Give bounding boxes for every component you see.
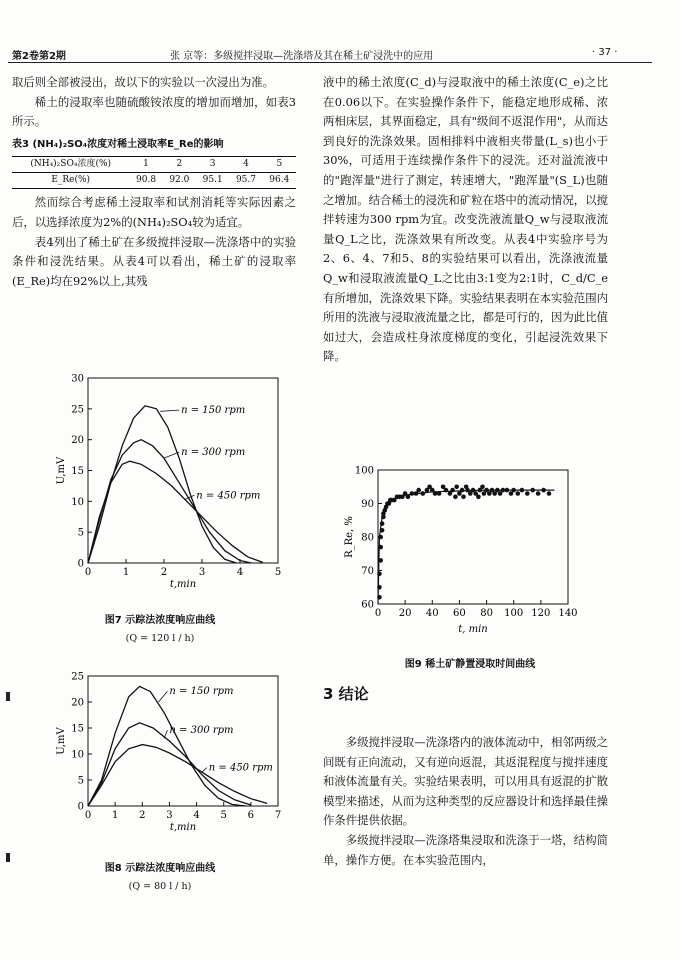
- data-point: [511, 488, 516, 493]
- data-point: [541, 488, 546, 493]
- data-point: [406, 495, 411, 500]
- series-curve-2: [88, 440, 251, 563]
- table3-cell: 1: [129, 157, 162, 173]
- y-tick-label: 10: [71, 749, 84, 761]
- series-leader-line: [164, 730, 167, 738]
- table3-cell: 3: [196, 157, 229, 173]
- data-point: [516, 491, 521, 496]
- data-point: [437, 491, 442, 496]
- left-column: [12, 73, 296, 291]
- data-point: [380, 521, 385, 526]
- x-tick-label: 2: [160, 567, 168, 578]
- data-point: [547, 491, 552, 496]
- x-tick-label: 3: [166, 810, 173, 821]
- data-point: [380, 528, 385, 533]
- data-point: [520, 488, 525, 493]
- data-point: [377, 585, 382, 590]
- y-axis-label: U,mV: [56, 727, 67, 755]
- y-tick-label: 0: [77, 801, 84, 813]
- table3-cell: 2: [163, 157, 196, 173]
- x-tick-label: 1: [111, 810, 119, 821]
- x-tick-label: 2: [139, 810, 146, 821]
- data-point: [378, 545, 383, 550]
- x-tick-label: 5: [274, 567, 282, 578]
- series-label: n = 450 rpm: [196, 490, 261, 502]
- x-tick-label: 20: [398, 608, 412, 619]
- series-leader-line: [159, 691, 168, 702]
- y-tick-label: 30: [71, 373, 84, 385]
- running-title: 张 京等：多级搅拌浸取—洗涤塔及其在稀土矿浸洗中的应用: [170, 51, 434, 62]
- table3: [12, 156, 296, 189]
- series-curve-1: [88, 686, 245, 806]
- series-label: n = 300 rpm: [181, 447, 246, 459]
- x-tick-label: 1: [122, 567, 130, 578]
- left-paragraph-1: 取后则全部被浸出，故以下的实验以一次浸出为准。: [12, 75, 274, 89]
- data-point: [410, 491, 415, 496]
- y-tick-label: 10: [71, 496, 84, 508]
- x-tick-label: 4: [236, 567, 244, 578]
- y-tick-label: 20: [71, 435, 84, 447]
- x-tick-label: 6: [247, 810, 255, 821]
- left-paragraph-4: 表4列出了稀土矿在多级搅拌浸取—洗涤塔中的实验条件和浸洗结果。从表4可以看出，稀土矿的浸取率(E_Re)均在92%以上,其残: [12, 234, 296, 288]
- x-tick-label: 0: [84, 567, 92, 578]
- table3-cell: 92.0: [163, 173, 196, 189]
- y-tick-label: 15: [71, 723, 84, 735]
- right-paragraph-1: 液中的稀土浓度(C_d)与浸取液中的稀土浓度(C_e)之比在0.06以下。在实验操作条件下，能稳定地形成稀、浓两相床层，其界面稳定，具有"级间不返混作用"，从而达到良好的洗涤效果。固相排料中液相夹带量(L_s)也小于30%，可适用于连续操作条件下的浸洗。还对溢流液中的"跑浑量"进行了测定，转速增大，"跑浑量"(S_L)也随之增加。结合稀土的浸洗和矿粒在塔中的流动情况，以搅拌转速为300 rpm为宜。改变洗液流量Q_w与浸取液流量Q_L之比，洗涤效果有所改变。从表4中实验序号为2、6、4、7和5、8的实验结果可以看出，洗涤液流量Q_w和浸取液流量Q_L之比由3:1变为2:1时，C_d/C_e有所增加，洗涤效果下降。实验结果表明在本实验范围内所用的洗液与浸取液流量之比，都是可行的，因为此比值如过大，会造成柱身浓度梯度的变化，引起浸洗效果下降。: [323, 75, 608, 364]
- x-tick-label: 120: [531, 608, 551, 619]
- y-tick-label: 25: [71, 404, 84, 416]
- conclusion-paragraph-2: 多级搅拌浸取—洗涤塔集浸取和洗涤于一塔，结构简单，操作方便。在本实验范围内，: [323, 832, 608, 867]
- x-tick-label: 140: [558, 608, 578, 619]
- y-tick-label: 0: [77, 558, 84, 570]
- x-tick-label: 40: [425, 608, 439, 619]
- data-point: [377, 595, 382, 600]
- data-point: [378, 535, 383, 540]
- figure-9-caption: 图9 稀土矿静置浸取时间曲线: [404, 659, 536, 670]
- x-tick-label: 4: [193, 810, 200, 821]
- data-point: [416, 488, 421, 493]
- series-label: n = 150 rpm: [169, 686, 234, 698]
- data-point: [460, 488, 465, 493]
- data-point: [421, 491, 426, 496]
- y-tick-label: 5: [77, 527, 84, 539]
- table3-cell: 95.7: [229, 173, 262, 189]
- series-label: n = 300 rpm: [169, 725, 234, 737]
- table3-cell: 4: [229, 157, 262, 173]
- x-tick-label: 0: [374, 608, 382, 619]
- data-point: [461, 495, 466, 500]
- y-tick-label: 25: [71, 671, 84, 683]
- header-rule: [8, 62, 652, 63]
- series-curve-3: [88, 745, 267, 806]
- x-tick-label: 7: [274, 810, 282, 821]
- table3-cell: 95.1: [196, 173, 229, 189]
- figure-8-subcaption: (Q = 80 l / h): [128, 881, 192, 892]
- y-axis-label: R_Re, %: [344, 516, 355, 558]
- y-tick-label: 70: [361, 566, 374, 577]
- right-column: [323, 73, 608, 367]
- figure-7-chart: [20, 368, 310, 603]
- table3-caption: 表3 (NH₄)₂SO₄浓度对稀土浸取率E_Re的影响: [12, 138, 224, 150]
- data-point: [450, 488, 455, 493]
- margin-mark: [6, 853, 10, 862]
- y-tick-label: 90: [361, 499, 374, 510]
- table3-cell: 96.4: [263, 173, 296, 189]
- data-point: [433, 491, 438, 496]
- figure-8-caption: 图8 示踪法浓度响应曲线: [104, 863, 216, 874]
- series-leader-line: [164, 452, 179, 458]
- data-point: [378, 558, 383, 563]
- table3-row1-label: (NH₄)₂SO₄浓度(%): [12, 157, 129, 173]
- data-point: [444, 488, 449, 493]
- conclusion-body: [323, 733, 608, 870]
- data-point: [476, 495, 481, 500]
- y-tick-label: 60: [361, 599, 374, 611]
- series-leader-line: [160, 410, 179, 411]
- x-tick-label: 100: [504, 608, 524, 619]
- data-point: [505, 488, 510, 493]
- figure-7-caption: 图7 示踪法浓度响应曲线: [104, 615, 216, 626]
- x-tick-label: 3: [198, 567, 206, 578]
- y-tick-label: 5: [77, 775, 84, 787]
- y-tick-label: 15: [71, 466, 84, 477]
- x-tick-label: 60: [453, 608, 466, 619]
- data-point: [480, 485, 485, 490]
- left-paragraph-3: 然而综合考虑稀土浸取率和试剂消耗等实际因素之后，以选择浓度为2%的(NH₄)₂SO₄较为适宜。: [12, 195, 296, 229]
- table3-cell: 5: [263, 157, 296, 173]
- x-axis-label: t,min: [169, 579, 197, 590]
- page-number: · 37 ·: [592, 47, 618, 58]
- x-axis-label: t,min: [169, 822, 197, 833]
- data-point: [453, 495, 458, 500]
- data-point: [536, 491, 541, 496]
- y-axis-label: U,mV: [56, 456, 67, 485]
- left-paragraph-2: 稀土的浸取率也随硫酸铵浓度的增加而增加，如表3所示。: [12, 94, 296, 129]
- conclusion-paragraph-1: 多级搅拌浸取—洗涤塔内的液体流动中，相邻两级之间既有正向流动，又有逆向返混，其返混程度与搅拌速度和液体流量有关。实验结果表明，可以用具有返混的扩散模型来描述，从而为这种类型的反应器设计和选择最佳操作条件提供依据。: [323, 735, 608, 828]
- series-label: n = 450 rpm: [208, 762, 273, 774]
- figure-7-subcaption: (Q = 120 l / h): [125, 633, 195, 644]
- data-point: [377, 572, 382, 577]
- series-label: n = 150 rpm: [181, 405, 246, 417]
- x-tick-label: 0: [84, 810, 92, 821]
- margin-mark: [6, 692, 10, 701]
- x-tick-label: 80: [480, 608, 493, 619]
- x-tick-label: 5: [220, 810, 227, 821]
- figure-8-chart: [20, 668, 310, 838]
- fit-curve: [378, 490, 554, 604]
- table3-row2-label: E_Re(%): [12, 173, 129, 189]
- series-leader-line: [202, 768, 207, 773]
- figure-9-chart: [330, 462, 590, 637]
- table3-cell: 90.8: [129, 173, 162, 189]
- data-point: [525, 491, 530, 496]
- journal-volume: 第2卷第2期: [12, 51, 66, 62]
- y-tick-label: 100: [354, 465, 374, 477]
- section-3-title: 3 结论: [323, 685, 369, 703]
- y-tick-label: 80: [361, 532, 374, 544]
- data-point: [501, 488, 506, 493]
- y-tick-label: 20: [71, 697, 84, 709]
- data-point: [454, 485, 459, 490]
- x-axis-label: t, min: [458, 624, 488, 635]
- data-point: [530, 488, 535, 493]
